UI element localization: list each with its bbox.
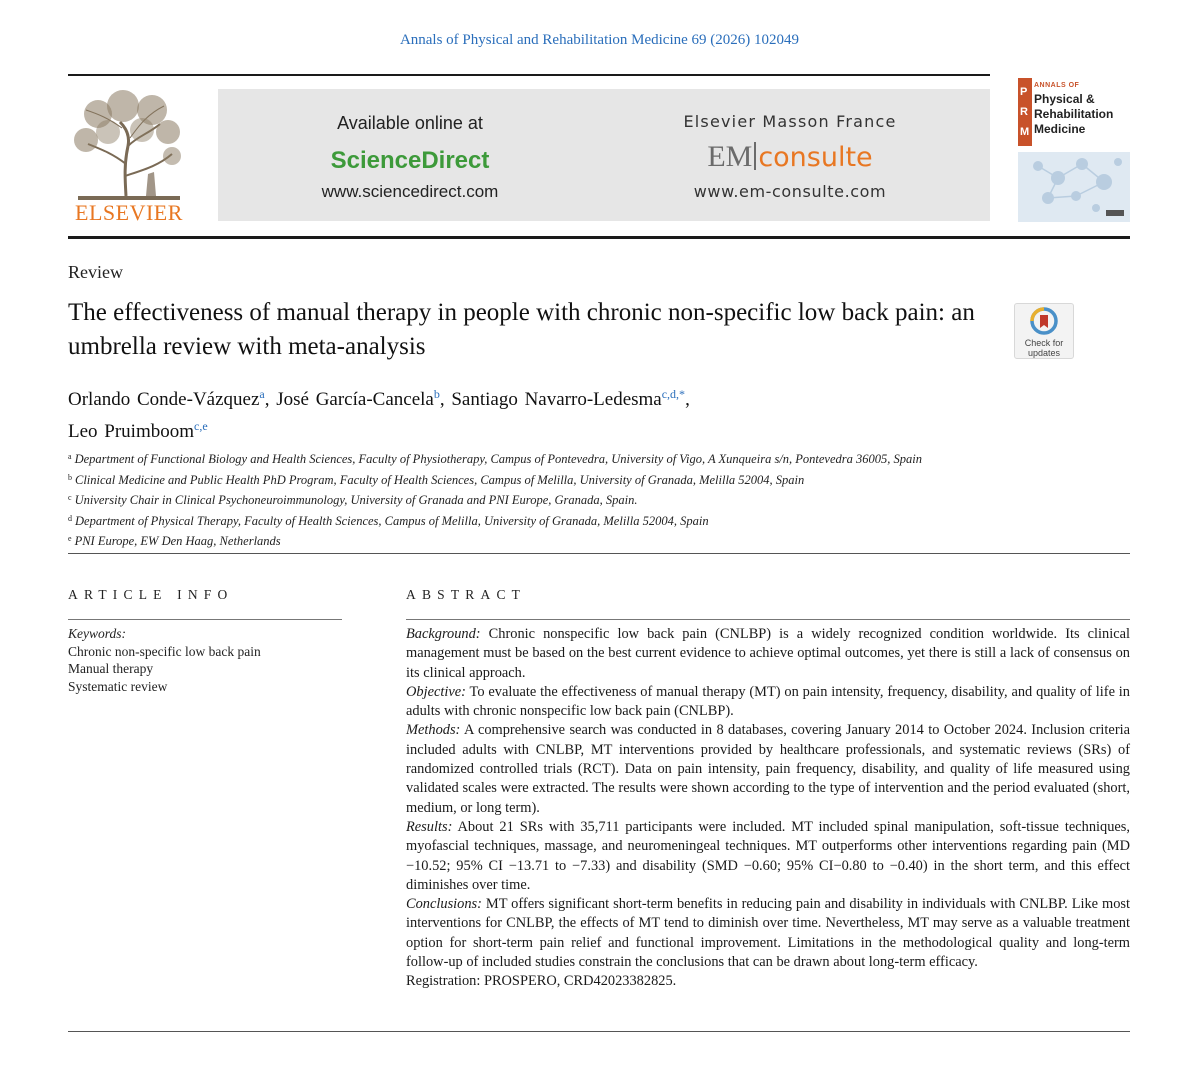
affiliation-marker: b bbox=[68, 472, 72, 482]
abstract-section-text: A comprehensive search was conducted in 8 databases, covering January 2014 to October 2024. Inclusion criteria included adults with CNLBP, MT interventions provided by healthcare professionals, and systematic reviews (SRs) of randomized controlled trials (RCT). Data on pain intensity, pain frequency, disability, and quality of life measured using validated scales were extracted. The results were shown according to the type of intervention and the period evaluated (short, medium, or long term). bbox=[406, 722, 1130, 816]
section-divider bbox=[68, 553, 1130, 554]
affiliation-item bbox=[68, 448, 1128, 469]
abstract-section-text: Chronic nonspecific low back pain (CNLBP) is a widely recognized condition worldwide. Its clinical management must be based on the best current evidence to achieve optimal outcomes, yet there is still a lack of consensus on its clinical approach. bbox=[406, 626, 1130, 681]
sciencedirect-url[interactable]: www.sciencedirect.com bbox=[321, 182, 499, 201]
author-affiliation-ref[interactable]: c,e bbox=[194, 419, 208, 433]
abstract-section-label: Methods: bbox=[406, 722, 461, 739]
author-separator: , bbox=[439, 389, 452, 410]
affiliation-marker: e bbox=[68, 534, 72, 544]
journal-citation[interactable]: Annals of Physical and Rehabilitation Medicine 69 (2026) 102049 bbox=[399, 32, 800, 48]
affiliation-text: PNI Europe, EW Den Haag, Netherlands bbox=[74, 534, 281, 549]
affiliation-marker: c bbox=[68, 493, 72, 503]
cover-title-line: Medicine bbox=[1034, 122, 1086, 136]
check-updates-icon bbox=[1015, 304, 1073, 338]
keywords-block bbox=[68, 625, 342, 695]
affiliation-text: Clinical Medicine and Public Health PhD Program, Faculty of Health Sciences, Campus of Melilla, University of Granada, Melilla 52004, Spain bbox=[75, 472, 805, 487]
elsevier-masson-label: Elsevier Masson France bbox=[683, 112, 897, 131]
author-separator: , bbox=[685, 389, 690, 410]
em-logo-consulte: consulte bbox=[758, 142, 873, 173]
abstract-results bbox=[406, 818, 1130, 895]
author-name[interactable]: Orlando Conde-Vázquez bbox=[68, 389, 260, 410]
article-type: Review bbox=[68, 262, 123, 282]
check-updates-line: Check for bbox=[1024, 338, 1064, 348]
affiliation-item bbox=[68, 489, 1128, 510]
author-name[interactable]: José García-Cancela bbox=[276, 389, 434, 410]
em-logo-divider bbox=[754, 142, 756, 170]
check-updates-line: updates bbox=[1027, 348, 1061, 358]
affiliation-text: University Chair in Clinical Psychoneuroimmunology, University of Granada and PNI Europe, Granada, Spain. bbox=[74, 493, 638, 508]
cover-molecule-art bbox=[1018, 152, 1130, 222]
cover-title-line: Physical & bbox=[1034, 92, 1095, 106]
journal-cover-thumbnail[interactable] bbox=[1018, 78, 1130, 222]
abstract-rule bbox=[406, 619, 1130, 620]
author-affiliation-ref[interactable]: b bbox=[433, 387, 440, 401]
cover-letter-p: P bbox=[1020, 86, 1028, 98]
emconsulte-url[interactable]: www.em-consulte.com bbox=[693, 182, 887, 201]
elsevier-wordmark: ELSEVIER bbox=[75, 200, 183, 225]
author-affiliation-ref[interactable]: a bbox=[259, 387, 265, 401]
sciencedirect-logo[interactable]: ScienceDirect bbox=[330, 147, 490, 174]
affiliation-text: Department of Physical Therapy, Faculty of Health Sciences, Campus of Melilla, University of Granada, Melilla 52004, Spain bbox=[75, 513, 709, 528]
em-logo-em: EM bbox=[707, 140, 753, 173]
article-info-heading: ARTICLE INFO bbox=[68, 587, 234, 602]
abstract-registration: Registration: PROSPERO, CRD42023382825. bbox=[406, 973, 677, 990]
abstract-heading: ABSTRACT bbox=[406, 587, 527, 602]
abstract-background bbox=[406, 625, 1130, 683]
author-name[interactable]: Santiago Navarro-Ledesma bbox=[451, 389, 662, 410]
keyword-item[interactable]: Systematic review bbox=[68, 678, 168, 694]
emconsulte-logo[interactable] bbox=[660, 140, 920, 174]
header-rule bbox=[68, 74, 990, 76]
affiliation-marker: d bbox=[68, 513, 72, 523]
cover-letter-r: R bbox=[1020, 106, 1028, 118]
cover-letter-m: M bbox=[1020, 126, 1030, 138]
cover-title-line: Rehabilitation bbox=[1034, 107, 1114, 121]
bottom-rule bbox=[68, 1031, 1130, 1032]
article-title: The effectiveness of manual therapy in people with chronic non-specific low back pain: an umbrella review with meta-analysis bbox=[68, 299, 975, 360]
check-for-updates-button[interactable] bbox=[1014, 303, 1074, 359]
abstract-section-text: To evaluate the effectiveness of manual therapy (MT) on pain intensity, frequency, disability, and quality of life in adults with chronic nonspecific low back pain (CNLBP). bbox=[406, 683, 1131, 720]
author-separator: , bbox=[264, 389, 277, 410]
affiliation-marker: a bbox=[68, 452, 72, 461]
affiliation-item bbox=[68, 469, 1128, 490]
affiliation-item bbox=[68, 530, 1128, 551]
affiliation-item bbox=[68, 510, 1128, 531]
abstract-conclusions bbox=[406, 895, 1130, 972]
abstract-section-label: Conclusions: bbox=[406, 896, 482, 913]
cover-annals-label: ANNALS OF bbox=[1034, 82, 1080, 89]
abstract-section-text: MT offers significant short-term benefits in reducing pain and disability in individuals with CNLBP. Like most interventions for CNLBP, the effects of MT tend to diminish over time. Nevertheless, MT may serve as a valuable treatment option for short-term pain relief and functional improvement. Limitations in the methodological quality and long-term follow-up of included studies constrain the conclusions that can be drawn about long-term efficacy. bbox=[406, 896, 1130, 971]
masthead-rule bbox=[68, 236, 1130, 239]
article-info-rule bbox=[68, 619, 342, 620]
keyword-item[interactable]: Manual therapy bbox=[68, 661, 154, 677]
abstract-methods bbox=[406, 721, 1130, 817]
abstract-objective bbox=[406, 683, 1130, 722]
check-updates-label bbox=[1015, 338, 1073, 358]
affiliation-text: Department of Functional Biology and Health Sciences, Faculty of Physiotherapy, Campus of Pontevedra, University of Vigo, A Xunqueira s/n, Pontevedra 36005, Spain bbox=[74, 452, 922, 466]
keywords-label: Keywords: bbox=[68, 626, 126, 641]
available-online-label: Available online at bbox=[337, 113, 483, 133]
author-name[interactable]: Leo Pruimboom bbox=[68, 421, 195, 442]
author-affiliation-ref[interactable]: c,d,* bbox=[661, 387, 686, 401]
abstract-section-label: Results: bbox=[406, 818, 453, 835]
keyword-item[interactable]: Chronic non-specific low back pain bbox=[68, 643, 261, 659]
abstract-section-label: Background: bbox=[406, 626, 481, 642]
abstract-section-text: About 21 SRs with 35,711 participants were included. MT included spinal manipulation, soft-tissue techniques, myofascial techniques, massage, and neuromeningeal techniques. MT outperforms other interventions regarding pain (MD −10.52; 95% CI −13.71 to −7.33) and disability (SMD −0.60; 95% CI−0.80 to −0.40) in the short term, and this effect diminishes over time. bbox=[406, 818, 1130, 893]
abstract-body bbox=[406, 625, 1130, 992]
affiliation-list bbox=[68, 448, 1128, 551]
author-list bbox=[68, 381, 1128, 445]
cover-title bbox=[1034, 92, 1130, 137]
abstract-section-label: Objective: bbox=[406, 683, 466, 700]
